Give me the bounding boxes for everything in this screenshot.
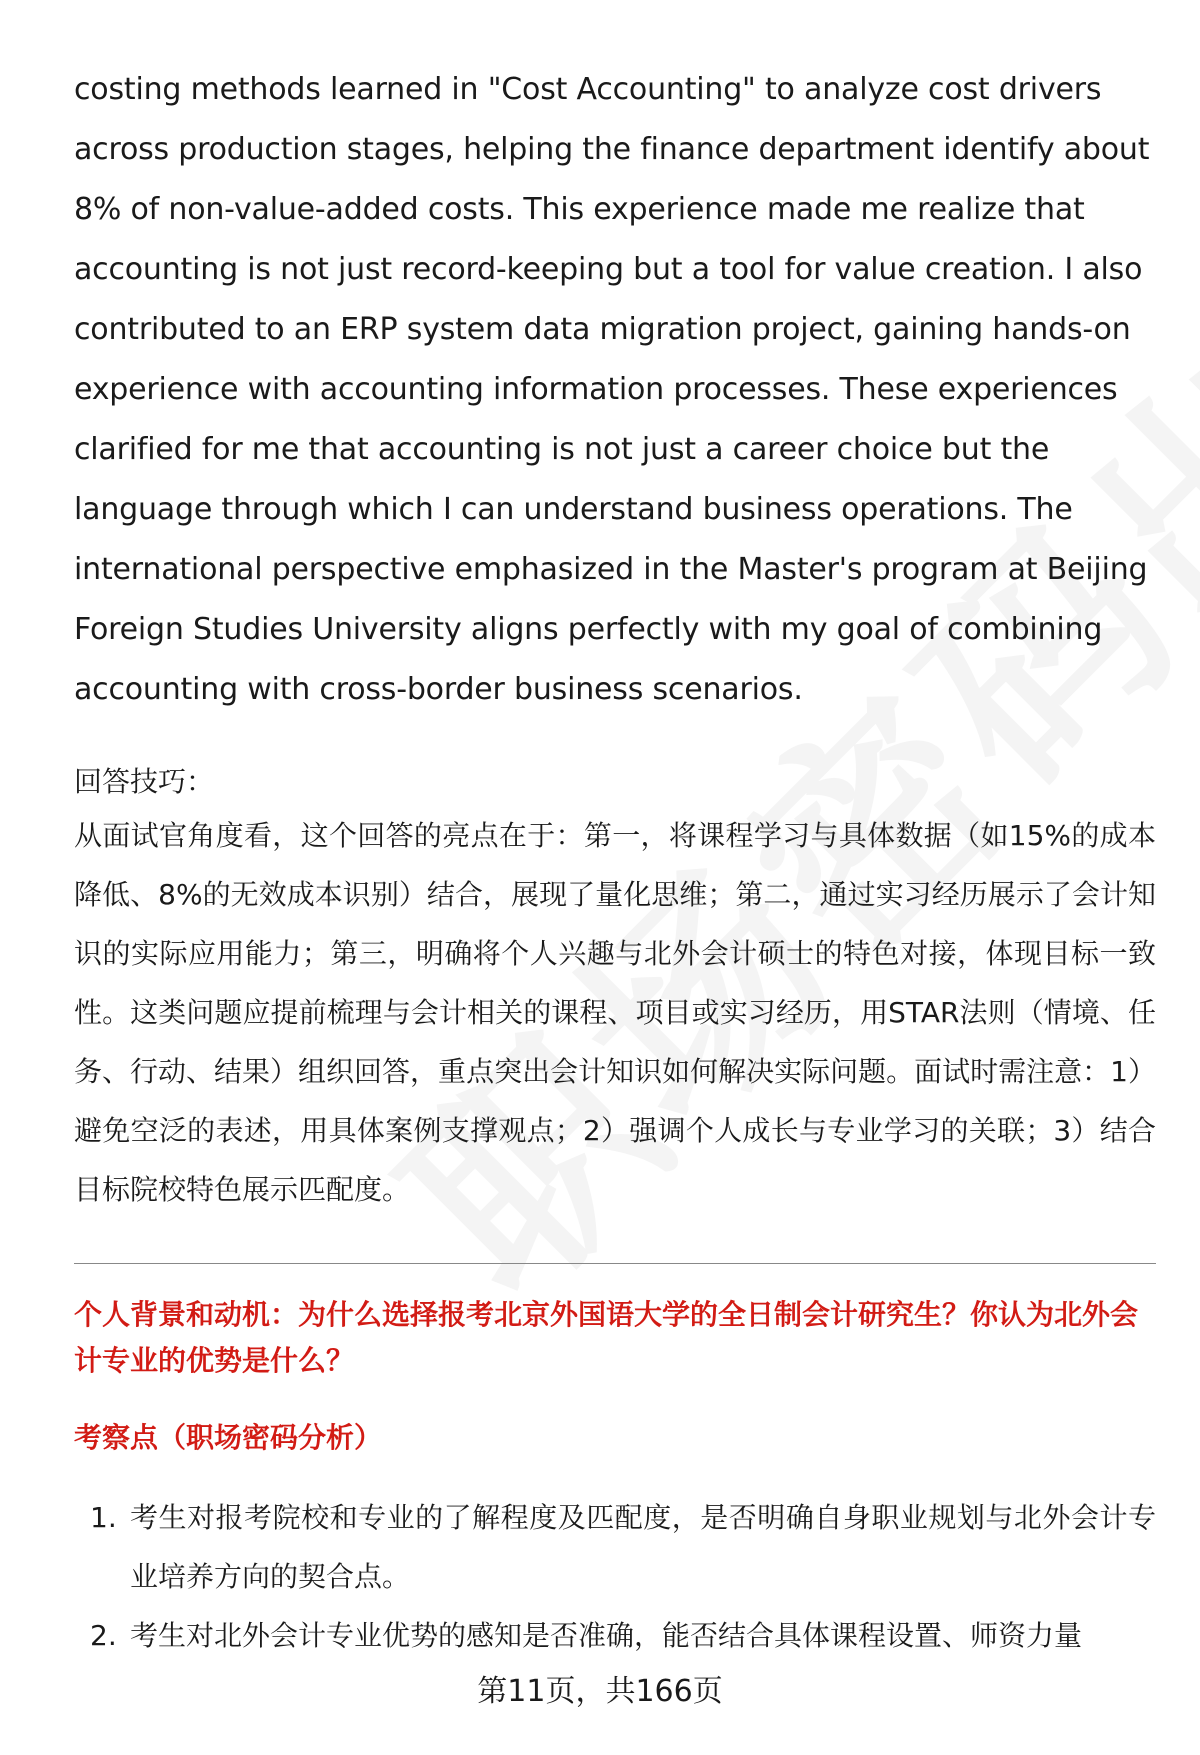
list-item-text: 考生对报考院校和专业的了解程度及匹配度，是否明确自身职业规划与北外会计专业培养方向的契合点。 [130, 1501, 1156, 1593]
section-divider [74, 1263, 1156, 1264]
intro-paragraph: costing methods learned in "Cost Accounting" to analyze cost drivers across production stages, helping the finance department identify about 8% of non-value-added costs. This experience made me realize that accounting is not just record-keeping but a tool for value creation. I also contributed to an ERP system data migration project, gaining hands-on experience with accounting information processes. These experiences clarified for me that accounting is not just a career choice but the language through which I can understand business operations. The international perspective emphasized in the Master's program at Beijing Foreign Studies University aligns perfectly with my goal of combining accounting with cross-border business scenarios. [74, 72, 1150, 707]
analysis-title: 考察点（职场密码分析） [74, 1421, 383, 1454]
tips-heading: 回答技巧： [74, 765, 215, 798]
list-item [74, 1488, 1156, 1606]
list-item-number: 2. [90, 1619, 117, 1652]
tips-body: 从面试官角度看，这个回答的亮点在于：第一，将课程学习与具体数据（如15%的成本降低、8%的无效成本识别）结合，展现了量化思维；第二，通过实习经历展示了会计知识的实际应用能力；第三，明确将个人兴趣与北外会计硕士的特色对接，体现目标一致性。这类问题应提前梳理与会计相关的课程、项目或实习经历，用STAR法则（情境、任务、行动、结果）组织回答，重点突出会计知识如何解决实际问题。面试时需注意：1）避免空泛的表述，用具体案例支撑观点；2）强调个人成长与专业学习的关联；3）结合目标院校特色展示匹配度。 [74, 819, 1156, 1206]
list-item [74, 1606, 1156, 1665]
page-content [74, 60, 1156, 1665]
question-heading: 个人背景和动机：为什么选择报考北京外国语大学的全日制会计研究生？你认为北外会计专业的优势是什么？ [74, 1298, 1139, 1377]
list-item-text: 考生对北外会计专业优势的感知是否准确，能否结合具体课程设置、师资力量 [130, 1619, 1083, 1652]
page-footer: 第11页，共166页 [477, 1674, 723, 1709]
list-item-number: 1. [90, 1501, 117, 1534]
analysis-list [74, 1488, 1156, 1665]
